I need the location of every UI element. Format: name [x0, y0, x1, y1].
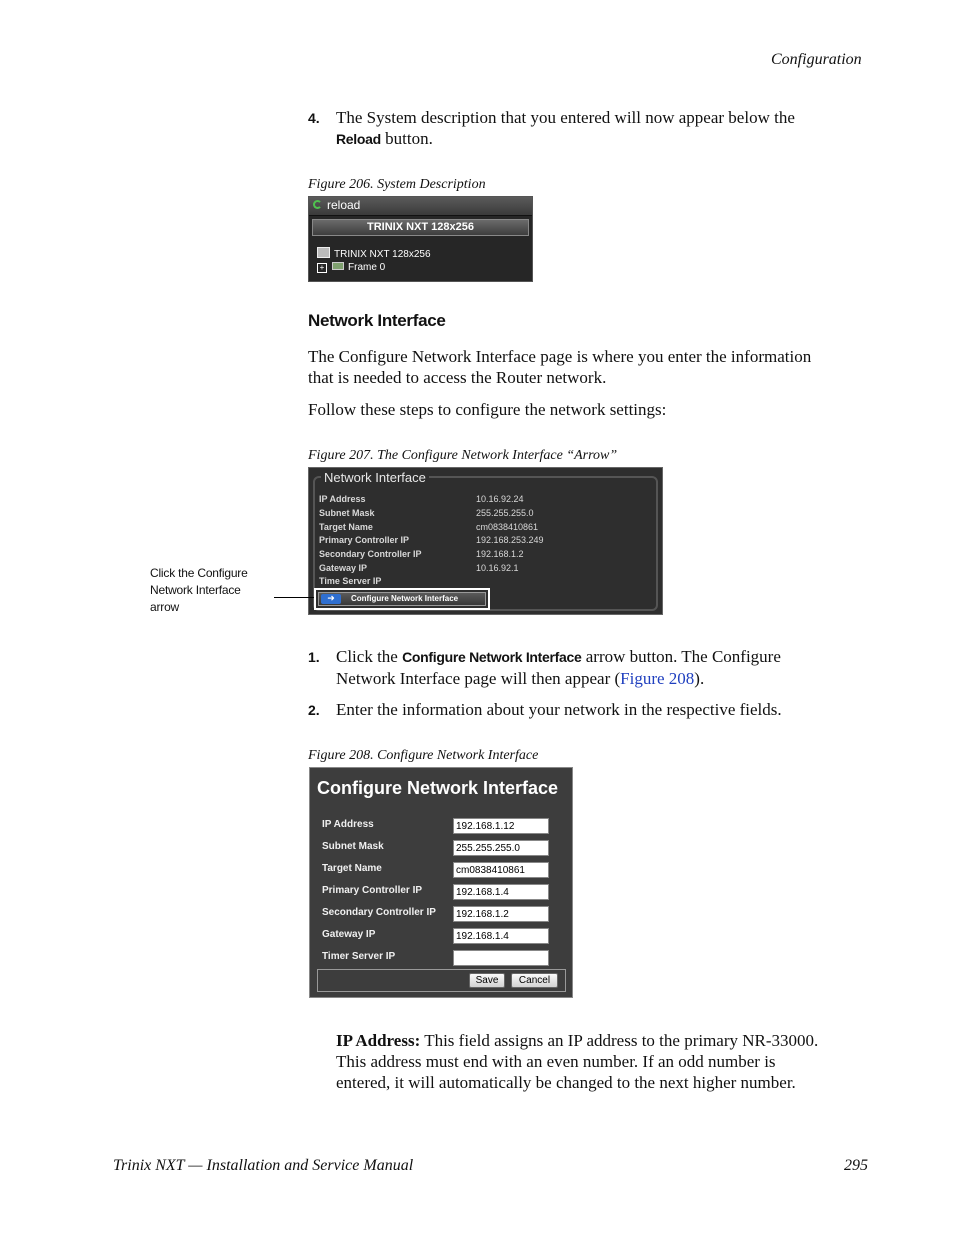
ip-address-term: IP Address: — [336, 1031, 421, 1050]
field-label-timeserver: Timer Server IP — [322, 951, 396, 962]
field-label-gateway: Gateway IP — [322, 929, 376, 940]
system-title-bar: TRINIX NXT 128x256 — [312, 219, 529, 236]
ni-value-ip: 10.16.92.24 — [476, 494, 524, 504]
reload-button-name: Reload — [336, 131, 381, 147]
ni-value-target: cm0838410861 — [476, 522, 539, 532]
footer-manual-title: Trinix NXT — Installation and Service Manual — [113, 1157, 414, 1174]
ni-value-primary: 192.168.253.249 — [476, 535, 544, 545]
figure-208-link[interactable]: Figure 208 — [620, 669, 695, 688]
dialog-button-bar — [317, 969, 566, 992]
configure-network-interface-screenshot — [309, 767, 573, 998]
step-1-text — [336, 646, 876, 689]
tree-item-system[interactable] — [317, 247, 431, 260]
callout-text — [150, 565, 248, 616]
field-label-target: Target Name — [322, 863, 382, 874]
gateway-ip-input[interactable]: 192.168.1.4 — [453, 928, 549, 944]
ni-value-subnet: 255.255.255.0 — [476, 508, 534, 518]
figure-207-caption: Figure 207. The Configure Network Interface “Arrow” — [308, 448, 618, 463]
step-4-text-line1: The System description that you entered will now appear below the — [336, 108, 795, 127]
timer-server-ip-input[interactable] — [453, 950, 549, 966]
configure-dialog-title: Configure Network Interface — [317, 778, 559, 798]
callout-line1: Click the Configure — [150, 566, 248, 580]
ni-label-primary: Primary Controller IP — [319, 535, 410, 545]
ni-label-secondary: Secondary Controller IP — [319, 549, 422, 559]
intro-line1: The Configure Network Interface page is where you enter the information — [308, 347, 812, 366]
section-heading: Network Interface — [308, 311, 446, 330]
step-2-text: Enter the information about your network in the respective fields. — [336, 700, 782, 719]
cancel-button[interactable]: Cancel — [511, 973, 558, 988]
ip-address-line2: This address must end with an even number. If an odd number is — [336, 1052, 776, 1071]
ni-value-gateway: 10.16.92.1 — [476, 563, 519, 573]
step-1-before: Click the — [336, 647, 398, 666]
intro-paragraph — [308, 346, 878, 388]
step-1-number: 1. — [308, 649, 320, 665]
reload-bar[interactable] — [309, 197, 532, 216]
field-label-subnet: Subnet Mask — [322, 841, 384, 852]
ni-label-timeserver: Time Server IP — [319, 576, 382, 586]
ip-address-description — [336, 1030, 876, 1093]
primary-controller-ip-input[interactable]: 192.168.1.4 — [453, 884, 549, 900]
step-number: 4. — [308, 110, 320, 126]
configure-button-label: Configure Network Interface — [351, 594, 459, 603]
callout-line3: arrow — [150, 600, 180, 614]
network-interface-screenshot — [308, 467, 663, 615]
page-number: 295 — [844, 1157, 868, 1174]
ni-value-secondary: 192.168.1.2 — [476, 549, 524, 559]
figure-206-caption: Figure 206. System Description — [308, 177, 486, 192]
step-1-line2-before: Network Interface page will then appear ( — [336, 669, 621, 688]
field-label-secondary: Secondary Controller IP — [322, 907, 436, 918]
configure-network-interface-name: Configure Network Interface — [402, 649, 582, 665]
save-button[interactable]: Save — [469, 973, 505, 988]
secondary-controller-ip-input[interactable]: 192.168.1.2 — [453, 906, 549, 922]
tree-item-system-label: TRINIX NXT 128x256 — [334, 249, 431, 260]
ip-address-line3: entered, it will automatically be changed to the next higher number. — [336, 1073, 796, 1092]
ip-address-line1: This field assigns an IP address to the primary NR-33000. — [424, 1031, 819, 1050]
target-name-input[interactable]: cm0838410861 — [453, 862, 549, 878]
right-arrow-icon: ➜ — [321, 594, 341, 604]
ni-label-ip: IP Address — [319, 494, 366, 504]
ni-label-gateway: Gateway IP — [319, 563, 368, 573]
step-4-text-line2: button. — [385, 129, 433, 148]
tree-item-frame[interactable] — [317, 262, 385, 273]
step-1-after: arrow button. The Configure — [585, 647, 781, 666]
system-description-screenshot — [308, 196, 533, 282]
step-1-line2-after: ). — [694, 669, 705, 688]
reload-label: reload — [327, 198, 361, 212]
step-2-number: 2. — [308, 702, 320, 718]
subnet-mask-input[interactable]: 255.255.255.0 — [453, 840, 549, 856]
ip-address-input[interactable]: 192.168.1.12 — [453, 818, 549, 834]
frame-icon — [332, 262, 344, 270]
field-label-ip: IP Address — [322, 819, 374, 830]
configure-button-face — [318, 592, 486, 606]
ni-label-target: Target Name — [319, 522, 373, 532]
running-header: Configuration — [771, 51, 862, 68]
network-interface-title: Network Interface — [321, 470, 429, 485]
callout-line2: Network Interface — [150, 583, 241, 597]
expand-icon[interactable]: + — [317, 263, 327, 273]
ni-label-subnet: Subnet Mask — [319, 508, 375, 518]
step-4-text — [336, 107, 876, 150]
intro-line2: that is needed to access the Router network. — [308, 368, 607, 387]
field-label-primary: Primary Controller IP — [322, 885, 423, 896]
tree-item-frame-label: Frame 0 — [348, 262, 386, 273]
system-icon — [317, 247, 330, 258]
callout-leader-line — [274, 597, 314, 598]
figure-208-caption: Figure 208. Configure Network Interface — [308, 748, 539, 763]
steps-intro: Follow these steps to configure the network settings: — [308, 400, 667, 419]
reload-icon — [313, 200, 322, 209]
configure-network-interface-arrow-button[interactable] — [314, 588, 490, 610]
